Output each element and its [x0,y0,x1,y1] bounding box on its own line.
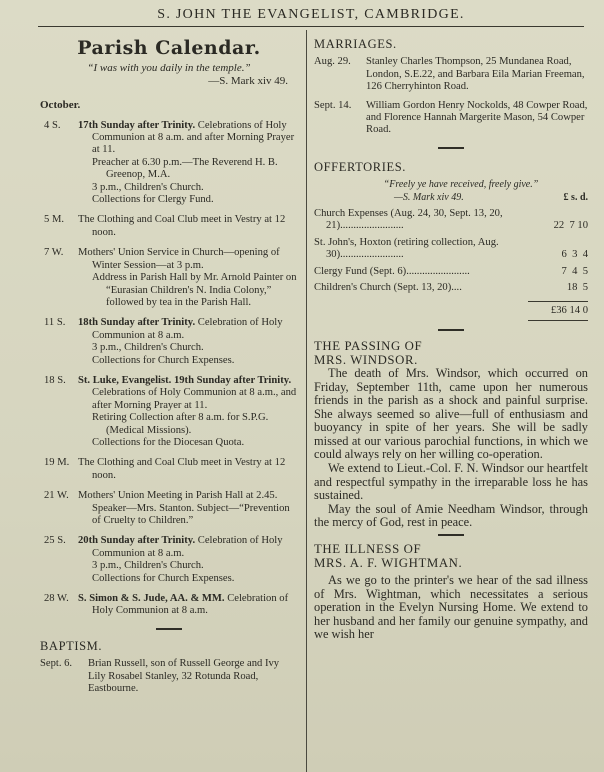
offertory-row [314,266,588,278]
calendar-entry [40,593,298,618]
left-column [40,30,298,695]
calendar-entry-date: 28 W. [44,593,69,605]
currency-header: £ s. d. [563,191,588,203]
calendar-entry-date: 7 W. [44,247,64,259]
wightman-title-line1: THE ILLNESS OF [314,542,422,557]
offertories-total: £36 14 0 [528,301,588,321]
column-divider [306,30,307,772]
offertory-row [314,237,588,262]
section-divider [438,329,464,331]
calendar-entry-line: 3 p.m., Children's Church. [92,342,204,354]
section-divider [438,534,464,536]
marriage-entry [314,56,588,93]
windsor-paragraph: We extend to Lieut.-Col. F. N. Windsor our heartfelt and respectful sympathy in the irreparable loss he has sustained. [314,461,588,503]
windsor-title-line1: THE PASSING OF [314,338,423,353]
calendar-entry-line: 20th Sunday after Trinity. Celebration of Holy Communion at 8 a.m. [78,535,283,559]
offertory-amount: 22 7 10 [553,220,588,232]
baptism-heading: BAPTISM. [40,638,103,653]
offertories-header [314,179,588,191]
calendar-entry [40,490,298,527]
windsor-title-line2: MRS. WINDSOR. [314,352,418,367]
marriage-date: Sept. 14. [314,99,352,111]
wightman-title-line2: MRS. A. F. WIGHTMAN. [314,556,463,571]
calendar-entry-line: Address in Parish Hall by Mr. Arnold Painter on “Eurasian Children's N. India Colony,” followed by tea in the Parish Hall. [92,272,297,308]
calendar-entry-date: 4 S. [44,119,61,131]
windsor-title [314,339,588,367]
calendar-entry [40,317,298,367]
calendar-month: October. [40,99,81,112]
section-divider [156,628,182,630]
calendar-entry-date: 25 S. [44,535,66,547]
calendar-entry-line: Collections for Church Expenses. [92,572,235,584]
windsor-article [314,367,588,530]
calendar-entry-line: 18th Sunday after Trinity. Celebration of Holy Communion at 8 a.m. [78,317,283,341]
offertory-amount: 18 5 [566,282,588,294]
section-divider [438,147,464,149]
calendar-entry-line: Collections for Clergy Fund. [92,194,214,206]
baptism-entry [40,658,298,695]
offertories-motto-source: —S. Mark xiv 49. [394,191,464,203]
marriage-text: William Gordon Henry Nockolds, 48 Cowper Road, and Florence Hannah Margerite Mason, 54 Cowper Road. [366,99,588,136]
baptism-text: Brian Russell, son of Russell George and Ivy Lily Rosabel Stanley, 32 Rotunda Road, Eastbourne. [88,658,280,695]
calendar-entry-date: 21 W. [44,490,69,502]
offertories-header-row [314,192,588,204]
calendar-motto-source: —S. Mark xiv 49. [208,74,288,87]
calendar-entry [40,457,298,482]
offertories-total-row [314,301,588,321]
calendar-entry-date: 11 S. [44,317,66,329]
calendar-entry-date: 19 M. [44,457,70,469]
marriages-heading: MARRIAGES. [314,37,397,51]
calendar-entry [40,535,298,585]
calendar-entry-line: 3 p.m., Children's Church. [92,181,204,193]
marriage-text: Stanley Charles Thompson, 25 Mundanea Road, London, S.E.22, and Barbara Eila Marian Freeman, 126 Cherryhinton Road. [366,56,585,93]
calendar-entry-line: S. Simon & S. Jude, AA. & MM. Celebration of Holy Communion at 8 a.m. [78,593,289,617]
calendar-entry [40,375,298,449]
calendar-entry-date: 5 M. [44,214,65,226]
windsor-paragraph: May the soul of Amie Needham Windsor, through the mercy of God, rest in peace. [314,501,588,530]
calendar-entry-line: Mothers' Union Meeting in Parish Hall at 2.45. Speaker—Mrs. Stanton. Subject—“Prevention of Cruelty to Children.” [78,490,290,526]
calendar-entry-line: The Clothing and Coal Club meet in Vestry at 12 noon. [78,214,286,238]
offertory-desc: St. John's, Hoxton (retiring collection, Aug. 30)........................ [314,236,499,261]
wightman-article [314,574,588,642]
calendar-motto: “I was with you daily in the temple.” [87,62,251,75]
calendar-entry-date: 18 S. [44,374,66,386]
calendar-entries [40,120,298,618]
calendar-entry [40,120,298,207]
offertory-amount: 7 4 5 [561,265,588,277]
calendar-entry-line: Collections for Church Expenses. [92,354,235,366]
offertory-desc: Clergy Fund (Sept. 6)........................ [314,265,470,277]
calendar-entry [40,247,298,309]
right-column [314,30,588,642]
page-header: S. JOHN THE EVANGELIST, CAMBRIDGE. [38,4,584,27]
calendar-entry-line: 17th Sunday after Trinity. Celebrations of Holy Communion at 8 a.m. and after Morning Prayer at 11. [78,119,295,156]
calendar-entry-line: 3 p.m., Children's Church. [92,560,204,572]
offertory-row [314,282,588,294]
baptism-date: Sept. 6. [40,658,73,670]
wightman-title [314,542,588,570]
calendar-entry-line: Collections for the Diocesan Quota. [92,436,245,448]
offertory-desc: Children's Church (Sept. 13, 20).... [314,282,462,294]
offertories-motto: “Freely ye have received, freely give.” [383,179,539,191]
calendar-entry-line: Retiring Collection after 8 a.m. for S.P.G. (Medical Missions). [92,412,269,436]
marriage-date: Aug. 29. [314,56,351,68]
offertory-row [314,208,588,233]
offertory-desc: Church Expenses (Aug. 24, 30, Sept. 13, 20, 21)........................ [314,208,503,232]
calendar-entry-line: The Clothing and Coal Club meet in Vestry at 12 noon. [78,457,286,481]
marriage-entry [314,100,588,137]
offertories-heading: OFFERTORIES. [314,159,407,174]
calendar-entry [40,214,298,239]
wightman-paragraph: As we go to the printer's we hear of the sad illness of Mrs. Wightman, which necessitates a serious operation in the Evelyn Nursing Home. We extend to her husband and her family our genuine sympathy, and we wish her [314,573,588,642]
calendar-entry-line: Preacher at 6.30 p.m.—The Reverend H. B. Greenop, M.A. [92,156,278,181]
calendar-title: Parish Calendar. [77,37,261,59]
calendar-entry-line: St. Luke, Evangelist. 19th Sunday after Trinity. Celebrations of Holy Communion at 8 a.m., and after Morning Prayer at 11. [78,374,297,411]
offertory-amount: 6 3 4 [561,249,588,261]
windsor-paragraph: The death of Mrs. Windsor, which occurred on Friday, September 11th, came upon her numerous friends in the parish as a shock and painful surprise. She always seemed so alive—full of enthusiasm and buoyancy in spite of her years. She will be sadly missed at our various parochial functions, in which we could always rely on her willing co-operation. [314,365,588,462]
calendar-entry-line: Mothers' Union Service in Church—opening of Winter Session—at 3 p.m. [78,247,280,271]
